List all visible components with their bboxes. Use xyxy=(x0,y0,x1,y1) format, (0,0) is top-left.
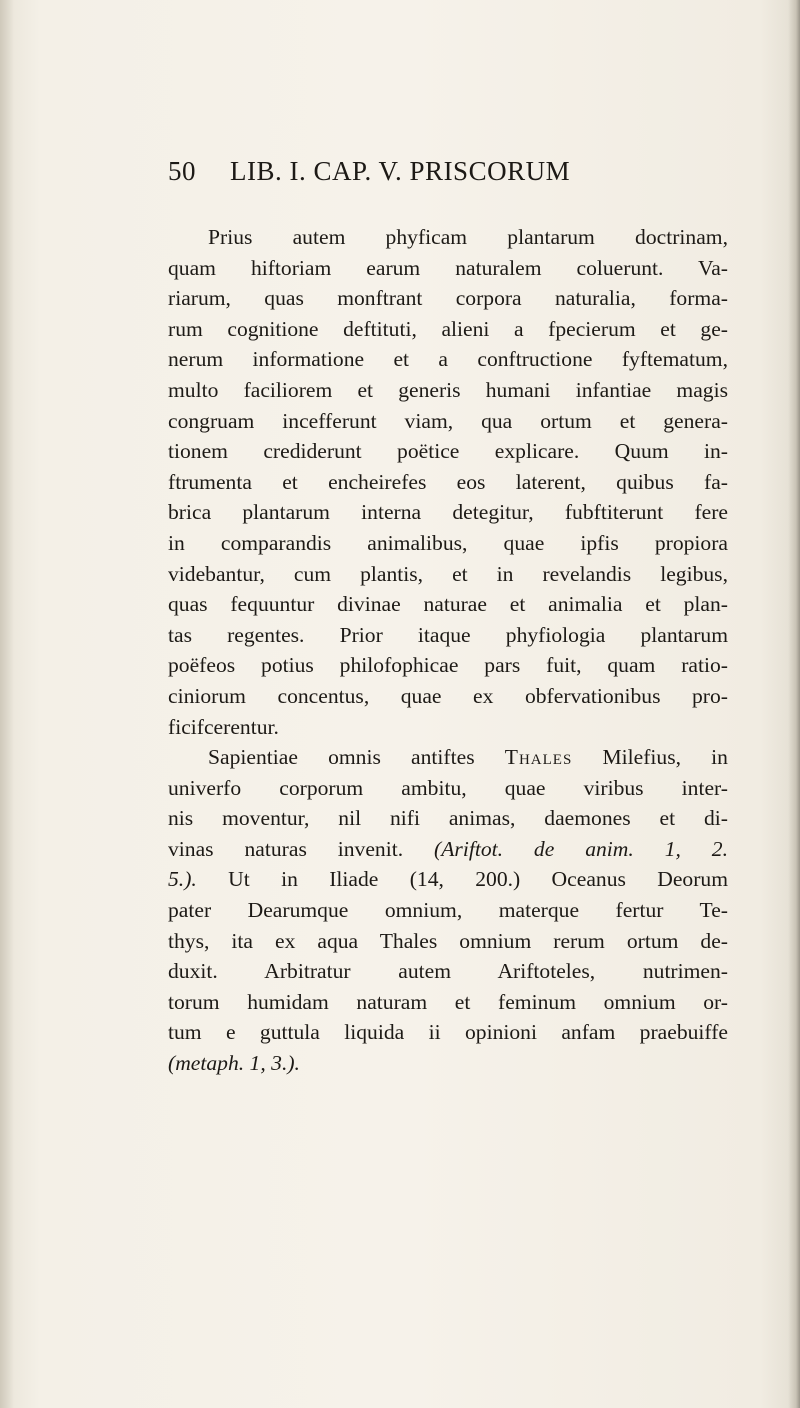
text-line: pater Dearumque omnium, materque fertur Te- xyxy=(168,898,728,923)
text-line: quam hiftoriam earum naturalem coluerunt. Va- xyxy=(168,255,728,280)
text-fragment: Sapientiae omnis antiftes xyxy=(208,745,475,770)
text-line: quas fequuntur divinae naturae et animalia et plan- xyxy=(168,592,728,617)
page-edge xyxy=(788,0,800,1408)
text-line: torum humidam naturam et feminum omnium or- xyxy=(168,989,728,1014)
text-line xyxy=(168,1048,728,1079)
text-line: tum e guttula liquida ii opinioni anfam praebuiffe xyxy=(168,1020,728,1045)
text-line: nis moventur, nil nifi animas, daemones et di- xyxy=(168,806,728,831)
text-line: brica plantarum interna detegitur, fubftiterunt fere xyxy=(168,500,728,525)
text-line: nerum informatione et a conftructione fyftematum, xyxy=(168,347,728,372)
text-line: tionem crediderunt poëtice explicare. Quum in- xyxy=(168,439,728,464)
text-line xyxy=(168,834,728,865)
citation: 5.). xyxy=(168,867,197,892)
text-line: poëfeos potius philofophicae pars fuit, quam ratio- xyxy=(168,653,728,678)
text-line: videbantur, cum plantis, et in revelandis legibus, xyxy=(168,561,728,586)
text-fragment: Milefius, in xyxy=(602,745,728,770)
name-thales: Thales xyxy=(504,745,573,770)
running-head xyxy=(168,156,728,196)
text-fragment: Ut in Iliade (14, 200.) Oceanus Deorum xyxy=(228,867,728,892)
text-line: congruam incefferunt viam, qua ortum et genera- xyxy=(168,408,728,433)
text-line: univerfo corporum ambitu, quae viribus inter- xyxy=(168,775,728,800)
binding-shadow xyxy=(0,0,14,1408)
text-line: in comparandis animalibus, quae ipfis propiora xyxy=(168,530,728,555)
citation: (metaph. 1, 3.). xyxy=(168,1051,300,1076)
text-line: ficifcerentur. xyxy=(168,714,279,739)
text-fragment: vinas naturas invenit. xyxy=(168,836,404,861)
text-line: thys, ita ex aqua Thales omnium rerum ortum de- xyxy=(168,928,728,953)
text-line: Prius autem phyficam plantarum doctrinam, xyxy=(208,225,728,249)
body-text xyxy=(168,222,728,1079)
text-line: ftrumenta et encheirefes eos laterent, quibus fa- xyxy=(168,469,728,494)
citation: (Ariftot. de anim. 1, 2. xyxy=(434,836,728,861)
text-line xyxy=(168,864,728,895)
text-line: multo faciliorem et generis humani infantiae magis xyxy=(168,377,728,402)
text-line: riarum, quas monftrant corpora naturalia, forma- xyxy=(168,286,728,311)
text-line: duxit. Arbitratur autem Ariftoteles, nutrimen- xyxy=(168,959,728,984)
page-number: 50 xyxy=(168,156,196,186)
running-title: LIB. I. CAP. V. PRISCORUM xyxy=(230,156,571,186)
text-line: ciniorum concentus, quae ex obfervationibus pro- xyxy=(168,683,728,708)
text-line: tas regentes. Prior itaque phyfiologia plantarum xyxy=(168,622,728,647)
text-line: rum cognitione deftituti, alieni a fpecierum et ge- xyxy=(168,316,728,341)
text-line xyxy=(168,742,728,773)
